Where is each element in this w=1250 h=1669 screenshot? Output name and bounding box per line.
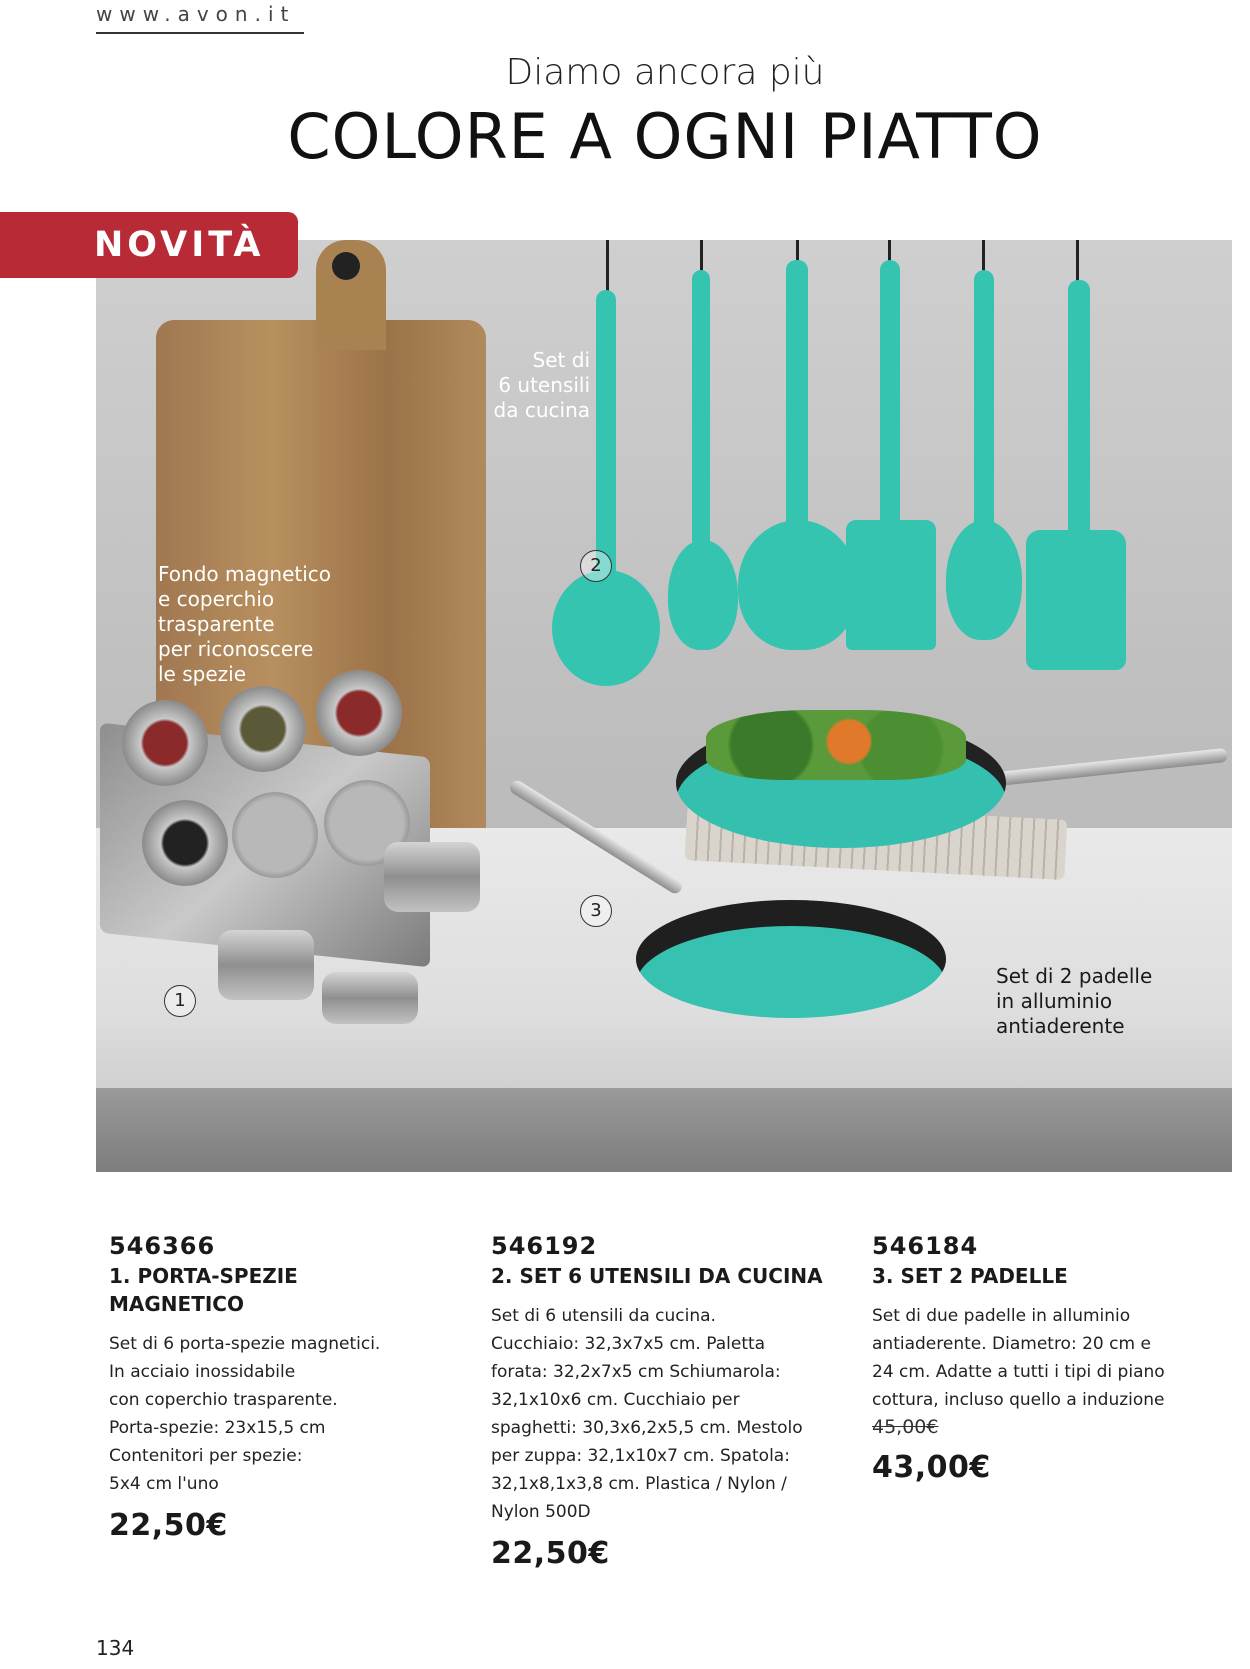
description-line: 32,1x10x6 cm. Cucchiaio per xyxy=(491,1390,740,1410)
description-line: 24 cm. Adatte a tutti i tipi di piano xyxy=(872,1362,1165,1382)
product-name-line: 2. SET 6 UTENSILI DA CUCINA xyxy=(491,1264,823,1288)
product-price: 22,50€ xyxy=(109,1508,228,1543)
description-line: cottura, incluso quello a induzione xyxy=(872,1390,1165,1410)
caption-spices xyxy=(158,562,331,687)
spatula-handle xyxy=(1068,280,1090,550)
small-pan xyxy=(636,900,946,1018)
page-subtitle: Diamo ancora più xyxy=(505,52,825,93)
product-code: 546184 xyxy=(872,1232,979,1260)
product-old-price: 45,00€ xyxy=(872,1416,939,1438)
caption-line: Set di 2 padelle xyxy=(996,964,1153,988)
description-line: Cucchiaio: 32,3x7x5 cm. Paletta xyxy=(491,1334,766,1354)
product-name xyxy=(491,1262,851,1290)
description-line: spaghetti: 30,3x6,2x5,5 cm. Mestolo xyxy=(491,1418,803,1438)
spaghetti-spoon-handle xyxy=(692,270,710,550)
description-line: Porta-spezie: 23x15,5 cm xyxy=(109,1418,326,1438)
page-number: 134 xyxy=(96,1636,135,1660)
vegetables xyxy=(706,710,966,780)
description-line: Contenitori per spezie: xyxy=(109,1446,303,1466)
spaghetti-spoon-head xyxy=(668,540,738,650)
product-name xyxy=(109,1262,449,1318)
description-line: 5x4 cm l'uno xyxy=(109,1474,219,1494)
description-line: Set di 6 porta-spezie magnetici. xyxy=(109,1334,381,1354)
loose-spice-tin xyxy=(322,972,418,1024)
skimmer-head xyxy=(552,570,660,686)
description-line: In acciaio inossidabile xyxy=(109,1362,296,1382)
description-line: per zuppa: 32,1x10x7 cm. Spatola: xyxy=(491,1446,790,1466)
description-line: con coperchio trasparente. xyxy=(109,1390,338,1410)
product-name xyxy=(872,1262,1212,1290)
caption-line: da cucina xyxy=(493,398,590,422)
product-name-line: 3. SET 2 PADELLE xyxy=(872,1264,1068,1288)
spice-tin xyxy=(142,800,228,886)
turner-head xyxy=(846,520,936,650)
spice-tin xyxy=(122,700,208,786)
spoon-handle xyxy=(974,270,994,540)
caption-pans xyxy=(996,964,1152,1039)
turner-handle xyxy=(880,260,900,530)
caption-line: e coperchio xyxy=(158,587,275,611)
product-price: 22,50€ xyxy=(491,1536,610,1571)
product-card xyxy=(491,1232,851,1571)
product-card xyxy=(109,1232,449,1543)
loose-spice-tin xyxy=(384,842,480,912)
marker-2: 2 xyxy=(580,550,612,582)
counter-edge xyxy=(96,1088,1232,1172)
product-description xyxy=(109,1330,449,1498)
caption-line: 6 utensili xyxy=(498,373,590,397)
description-line: antiaderente. Diametro: 20 cm e xyxy=(872,1334,1151,1354)
caption-line: per riconoscere xyxy=(158,637,314,661)
pan-handle xyxy=(996,748,1228,786)
product-photo xyxy=(96,240,1232,1172)
caption-line: trasparente xyxy=(158,612,275,636)
product-description xyxy=(491,1302,851,1526)
caption-line: le spezie xyxy=(158,662,246,686)
new-badge: NOVITÀ xyxy=(0,212,298,278)
ladle-handle xyxy=(786,260,808,540)
description-line: forata: 32,2x7x5 cm Schiumarola: xyxy=(491,1362,781,1382)
caption-line: Set di xyxy=(532,348,590,372)
caption-line: in alluminio xyxy=(996,989,1113,1013)
caption-utensils xyxy=(476,348,590,423)
product-card xyxy=(872,1232,1212,1485)
cutting-board-hole xyxy=(332,252,360,280)
loose-spice-tin xyxy=(218,930,314,1000)
product-description xyxy=(872,1302,1212,1414)
product-price: 43,00€ xyxy=(872,1450,991,1485)
page-title: COLORE A OGNI PIATTO xyxy=(287,100,1043,173)
spice-tin xyxy=(220,686,306,772)
ladle-head xyxy=(738,520,858,650)
skimmer-handle xyxy=(596,290,616,590)
product-name-line: 1. PORTA-SPEZIE xyxy=(109,1264,298,1288)
product-code: 546192 xyxy=(491,1232,598,1260)
site-url[interactable]: www.avon.it xyxy=(96,2,304,34)
product-code: 546366 xyxy=(109,1232,216,1260)
description-line: Nylon 500D xyxy=(491,1502,591,1522)
caption-line: Fondo magnetico xyxy=(158,562,332,586)
description-line: Set di due padelle in alluminio xyxy=(872,1306,1131,1326)
spoon-head xyxy=(946,520,1022,640)
description-line: Set di 6 utensili da cucina. xyxy=(491,1306,716,1326)
description-line: 32,1x8,1x3,8 cm. Plastica / Nylon / xyxy=(491,1474,787,1494)
spice-tin-slot xyxy=(232,792,318,878)
caption-line: antiaderente xyxy=(996,1014,1125,1038)
spatula-head xyxy=(1026,530,1126,670)
marker-1: 1 xyxy=(164,985,196,1017)
product-name-line: MAGNETICO xyxy=(109,1292,244,1316)
marker-3: 3 xyxy=(580,895,612,927)
